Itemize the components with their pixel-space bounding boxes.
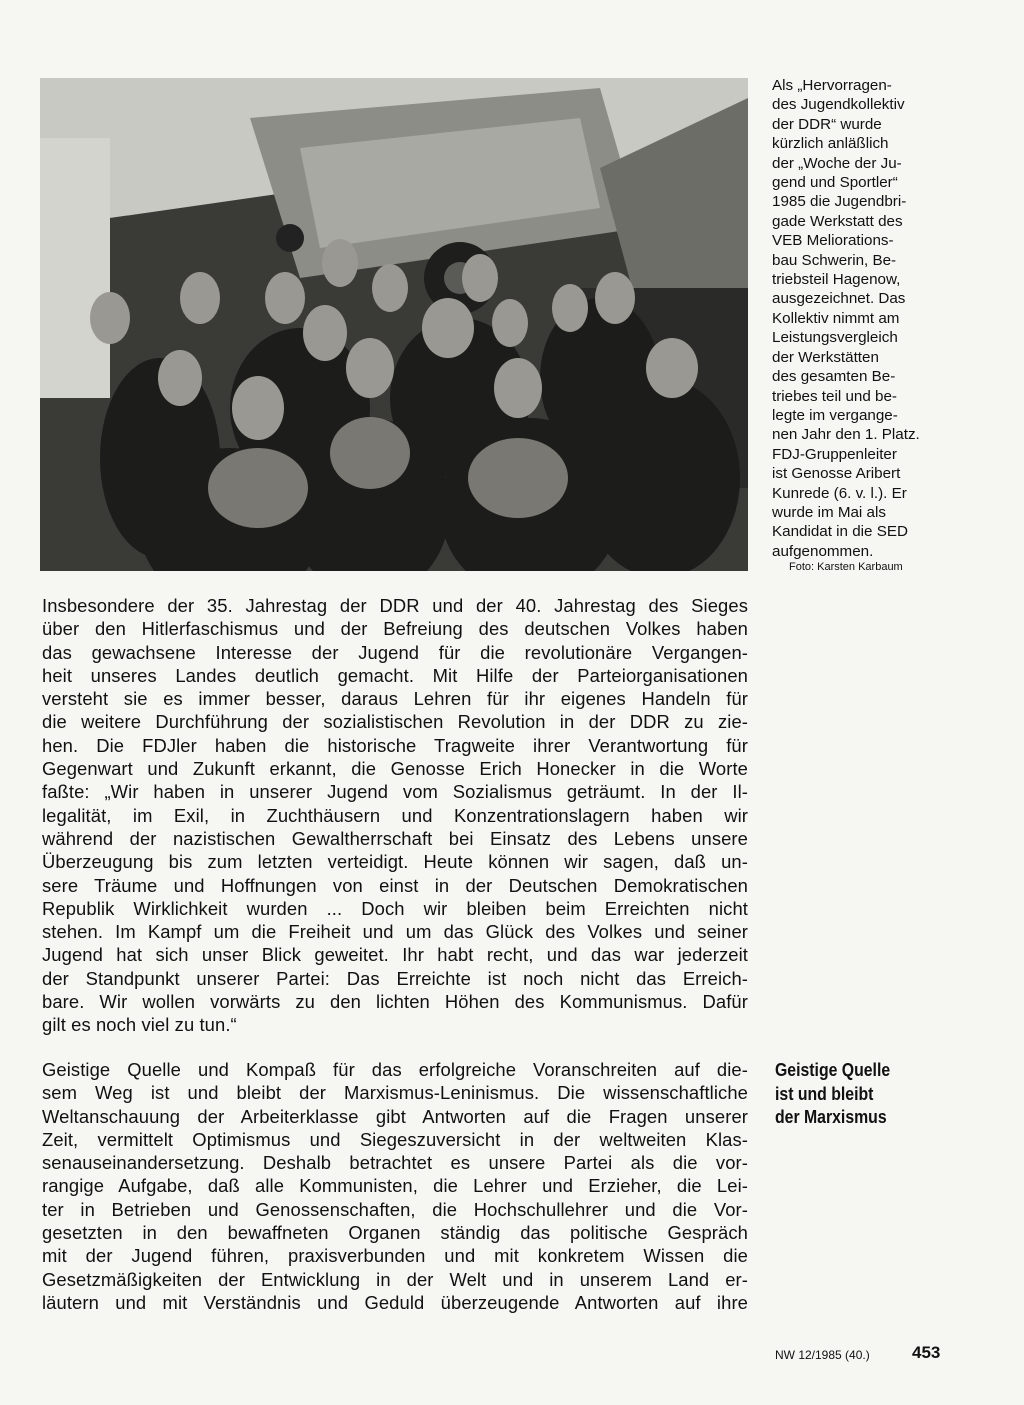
text-line: Republik Wirklichkeit wurden ... Doch wir bleiben beim Erreichten nicht (42, 897, 748, 919)
caption-line: gade Werkstatt des (772, 212, 903, 230)
text-line: läutern und mit Verständnis und Geduld überzeugende Antworten auf ihre (42, 1291, 748, 1313)
caption-line: Kollektiv nimmt am (772, 309, 900, 327)
caption-line: 1985 die Jugendbri- (772, 193, 907, 211)
marginal-heading-line: der Marxismus (775, 1106, 887, 1127)
caption-line: gend und Sportler“ (772, 174, 898, 192)
text-line: hen. Die FDJler haben die historische Tragweite ihrer Verantwortung für (42, 734, 748, 756)
caption-line: legte im vergange- (772, 406, 898, 424)
marginal-heading (775, 1058, 890, 1129)
marginal-heading-line: Geistige Quelle (775, 1059, 891, 1080)
text-line: Jugend hat sich unser Blick geweitet. Ihr habt recht, und das war jederzeit (42, 944, 748, 966)
caption-line: FDJ-Gruppenleiter (772, 445, 897, 463)
caption-line: kürzlich anläßlich (772, 135, 889, 153)
text-line: ter in Betrieben und Genossenschaften, die Hochschullehrer und die Vor- (42, 1198, 748, 1220)
caption-line: der Werkstätten (772, 348, 879, 366)
text-line: versteht sie es immer besser, daraus Lehren für ihr eigenes Handeln für (42, 688, 748, 710)
caption-line: Leistungsvergleich (772, 329, 898, 347)
caption-line: triebes teil und be- (772, 387, 897, 405)
text-line: legalität, im Exil, in Zuchthäusern und Konzentrationslagern haben wir (42, 804, 748, 826)
caption-line: des gesamten Be- (772, 368, 896, 386)
text-line: faßte: „Wir haben in unserer Jugend vom Sozialismus geträumt. In der Il- (42, 781, 748, 803)
text-line: die weitere Durchführung der sozialistischen Revolution in der DDR zu zie- (42, 711, 748, 733)
caption-line: Als „Hervorragen- (772, 77, 892, 94)
caption-line: VEB Meliorations- (772, 232, 894, 250)
marginal-heading-line: ist und bleibt (775, 1082, 874, 1104)
text-line: senauseinandersetzung. Deshalb betrachtet es unsere Partei als die vor- (42, 1152, 748, 1174)
text-line: Insbesondere der 35. Jahrestag der DDR und der 40. Jahrestag des Sieges (42, 595, 748, 616)
text-line: gesetzten in den bewaffneten Organen ständig das politische Gespräch (42, 1222, 748, 1244)
caption-line: Kandidat in die SED (772, 523, 908, 541)
text-line: der Standpunkt unserer Partei: Das Erreichte ist noch nicht das Erreich- (42, 967, 748, 989)
caption-line: ist Genosse Aribert (772, 465, 901, 483)
text-line: stehen. Im Kampf um die Freiheit und um das Glück des Volkes und seiner (42, 921, 748, 943)
text-line: gilt es noch viel zu tun.“ (42, 1014, 237, 1036)
text-line: rangige Aufgabe, daß alle Kommunisten, die Lehrer und Erzieher, die Lei- (42, 1175, 748, 1197)
caption-line: der DDR“ wurde (772, 115, 882, 133)
photo-illustration (40, 78, 748, 571)
text-line: mit der Jugend führen, praxisverbunden und mit konkretem Wissen die (42, 1245, 748, 1267)
paragraph-2 (42, 1058, 748, 1314)
paragraph-1 (42, 594, 748, 1037)
caption-line: des Jugendkollektiv (772, 96, 905, 114)
text-line: sem Weg ist und bleibt der Marxismus-Leninismus. Die wissenschaftliche (42, 1082, 748, 1104)
caption-line: aufgenommen. (772, 542, 874, 560)
caption-line: nen Jahr den 1. Platz. (772, 426, 920, 444)
text-line: Überzeugung bis zum letzten verteidigt. Heute können wir sagen, daß un- (42, 851, 748, 873)
text-line: Geistige Quelle und Kompaß für das erfolgreiche Voranschreiten auf die- (42, 1059, 748, 1080)
caption-line: bau Schwerin, Be- (772, 251, 897, 269)
caption-line: triebsteil Hagenow, (772, 271, 901, 289)
photo-credit: Foto: Karsten Karbaum (789, 561, 903, 573)
text-line: das gewachsene Interesse der Jugend für die revolutionäre Vergangen- (42, 641, 748, 663)
photo-caption (772, 76, 968, 561)
text-line: Gesetzmäßigkeiten der Entwicklung in der Welt und in unserem Land er- (42, 1268, 748, 1290)
caption-line: der „Woche der Ju- (772, 154, 902, 172)
group-photo (40, 78, 748, 571)
text-line: über den Hitlerfaschismus und der Befreiung des deutschen Volkes haben (42, 618, 748, 640)
text-line: Weltanschauung der Arbeiterklasse gibt Antworten auf die Fragen unserer (42, 1105, 748, 1127)
text-line: Gegenwart und Zukunft erkannt, die Genosse Erich Honecker in die Worte (42, 758, 748, 780)
text-line: bare. Wir wollen vorwärts zu den lichten Höhen des Kommunismus. Dafür (42, 991, 748, 1013)
caption-line: ausgezeichnet. Das (772, 290, 906, 308)
page-number: 453 (912, 1343, 941, 1362)
caption-line: Kunrede (6. v. l.). Er (772, 484, 907, 502)
text-line: heit unseres Landes deutlich gemacht. Mit Hilfe der Parteiorganisationen (42, 664, 748, 686)
text-line: während der nazistischen Gewaltherrschaft bei Einsatz des Lebens unsere (42, 827, 748, 849)
text-line: Zeit, vermittelt Optimismus und Siegeszuversicht in der weltweiten Klas- (42, 1128, 748, 1150)
caption-line: wurde im Mai als (772, 503, 886, 521)
text-line: sere Träume und Hoffnungen von einst in der Deutschen Demokratischen (42, 874, 748, 896)
issue-reference: NW 12/1985 (40.) (775, 1348, 870, 1362)
